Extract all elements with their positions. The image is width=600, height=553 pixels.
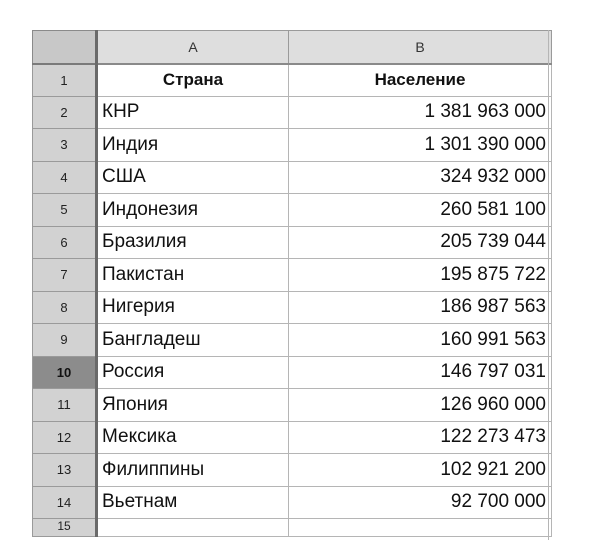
row-header[interactable]: 12 xyxy=(33,421,97,454)
row-header[interactable]: 9 xyxy=(33,324,97,357)
table-row xyxy=(33,454,552,487)
cell-a15[interactable] xyxy=(97,519,289,537)
cell-b15[interactable] xyxy=(289,519,552,537)
cell-b2[interactable]: 1 381 963 000 xyxy=(289,96,552,129)
sheet-table xyxy=(32,30,552,537)
row-header-active[interactable]: 10 xyxy=(33,356,97,389)
column-header-b[interactable]: B xyxy=(289,31,552,64)
row-header[interactable]: 3 xyxy=(33,129,97,162)
cell-b13[interactable]: 102 921 200 xyxy=(289,454,552,487)
cell-b11[interactable]: 126 960 000 xyxy=(289,389,552,422)
column-header-row xyxy=(33,31,552,64)
cell-a3[interactable]: Индия xyxy=(97,129,289,162)
spreadsheet-grid xyxy=(32,30,562,540)
row-header[interactable]: 15 xyxy=(33,519,97,537)
cell-b12[interactable]: 122 273 473 xyxy=(289,421,552,454)
cell-a5[interactable]: Индонезия xyxy=(97,194,289,227)
column-header-a[interactable]: A xyxy=(97,31,289,64)
row-header[interactable]: 14 xyxy=(33,486,97,519)
cell-b14[interactable]: 92 700 000 xyxy=(289,486,552,519)
cell-b4[interactable]: 324 932 000 xyxy=(289,161,552,194)
table-row xyxy=(33,324,552,357)
row-header[interactable]: 13 xyxy=(33,454,97,487)
cell-b5[interactable]: 260 581 100 xyxy=(289,194,552,227)
cell-b10[interactable]: 146 797 031 xyxy=(289,356,552,389)
table-row xyxy=(33,356,552,389)
cell-b1[interactable]: Население xyxy=(289,64,552,97)
cell-a6[interactable]: Бразилия xyxy=(97,226,289,259)
cell-a1[interactable]: Страна xyxy=(97,64,289,97)
row-header[interactable]: 4 xyxy=(33,161,97,194)
table-row xyxy=(33,519,552,537)
table-row xyxy=(33,389,552,422)
table-row xyxy=(33,96,552,129)
table-row xyxy=(33,259,552,292)
table-row xyxy=(33,486,552,519)
cell-a8[interactable]: Нигерия xyxy=(97,291,289,324)
table-row xyxy=(33,64,552,97)
cell-b8[interactable]: 186 987 563 xyxy=(289,291,552,324)
row-header[interactable]: 8 xyxy=(33,291,97,324)
cell-a9[interactable]: Бангладеш xyxy=(97,324,289,357)
cell-a4[interactable]: США xyxy=(97,161,289,194)
table-row xyxy=(33,194,552,227)
cell-a10[interactable]: Россия xyxy=(97,356,289,389)
table-row xyxy=(33,129,552,162)
grid-right-edge xyxy=(548,30,549,540)
row-header[interactable]: 6 xyxy=(33,226,97,259)
cell-a13[interactable]: Филиппины xyxy=(97,454,289,487)
table-row xyxy=(33,226,552,259)
cell-b3[interactable]: 1 301 390 000 xyxy=(289,129,552,162)
row-header[interactable]: 5 xyxy=(33,194,97,227)
cell-a7[interactable]: Пакистан xyxy=(97,259,289,292)
cell-b7[interactable]: 195 875 722 xyxy=(289,259,552,292)
row-header[interactable]: 11 xyxy=(33,389,97,422)
row-header[interactable]: 2 xyxy=(33,96,97,129)
cell-a12[interactable]: Мексика xyxy=(97,421,289,454)
cell-a11[interactable]: Япония xyxy=(97,389,289,422)
table-row xyxy=(33,291,552,324)
row-header[interactable]: 7 xyxy=(33,259,97,292)
cell-a2[interactable]: КНР xyxy=(97,96,289,129)
table-row xyxy=(33,161,552,194)
cell-b9[interactable]: 160 991 563 xyxy=(289,324,552,357)
row-header[interactable]: 1 xyxy=(33,64,97,97)
select-all-corner[interactable] xyxy=(33,31,97,64)
table-row xyxy=(33,421,552,454)
cell-b6[interactable]: 205 739 044 xyxy=(289,226,552,259)
cell-a14[interactable]: Вьетнам xyxy=(97,486,289,519)
